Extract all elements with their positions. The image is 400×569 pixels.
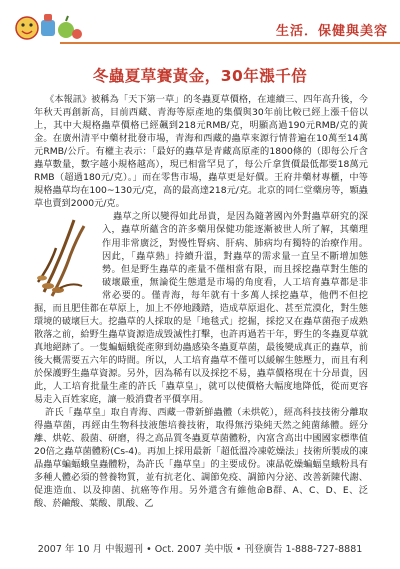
article-body bbox=[34, 93, 368, 511]
page-header bbox=[0, 0, 400, 58]
section-title: 生活．保健與美容 bbox=[275, 24, 388, 39]
cordyceps-illustration bbox=[34, 212, 96, 298]
article-paragraph-3: 許氏「蟲草皇」取自青海、西藏一帶新鮮蟲體（未烘乾），經高科技技術分離取得蟲草菌，再經由生物科技液態培養技術，取得無汚染純天然之純菌絲體。經分離、烘乾、殺菌、研磨，得之高品質冬蟲夏草菌體粉，內富含高出中國國家標準值20倍之蟲草菌體粉(Cs-4)。再加上採用最新「超低溫冷凍乾燥法」技術所製成的凍晶蟲草蝙蝠蛾皇蟲體粉，為許氏「蟲草皇」的主要成份。凍晶乾燥蝙蝠皇蛾粉具有多種人體必須的營養物質，並有抗老化、調節免疫、調節內分泌、改善新陳代謝、促進造血、以及抑菌、抗癌等作用。另外還含有維他命B群、A、C、D、E、泛酸、菸鹼酸、葉酸、肌酸、乙 bbox=[34, 407, 368, 510]
page-footer: 2007 年 10 月 中報週刊 • Oct. 2007 美中版 • 刊登廣告 1-888-727-8881 bbox=[37, 544, 363, 555]
article-paragraph-2 bbox=[34, 210, 368, 406]
article-paragraph-1: 《本報訊》被稱為「天下第一草」的冬蟲夏草價格，在連續三、四年高升後，今年秋天再創新高，目前西藏、青海等原產地的集價與30年前比較已經上漲千倍以上，其中大規格蟲草價格已經飆到218元RMB/克，明顯高過190元RMB/克的黃金。在廣州清平中藥材批發市場，青海和西藏的蟲草來源行情普遍在10萬至14萬元RMB/公斤。有權主表示：「最好的蟲草是青藏高原產的1800條的（即每公斤含蟲草數量，數字越小規格越高），現已相當罕見了，每公斤拿貨價最低都要18萬元RMB（超過180元/克）。」而在零售市場，蟲草更是好價。王府井藥材專櫃，中等規格蟲草均在100~130元/克，高的最高達218元/克。北京的同仁堂藥房等，顆蟲草也賣到2000元/克。 bbox=[34, 94, 368, 210]
header-rule bbox=[60, 42, 400, 44]
article-paragraph-2-text: 蟲草之所以變得如此昂貴，是因為隨著國內外對蟲草研究的深入，蟲草所蘊含的許多藥用保健功能逐漸被世人所了解，其藥理作用非常廣泛，對慢性腎病、肝病、肺病均有獨特的治療作用。因此，「蟲草熱」持續升溫，對蟲草的需求量一直呈不斷增加態勢。但是野生蟲草的產量不僅相當有限，而且採挖蟲草對生態的破壞嚴重，無論從生態還是市場的角度看，人工培育蟲草都是非常必要的。僅青海，每年就有十多萬人採挖蟲草，他們不但挖掘，而且肥佳都在草原上，加上不停地踐踏，造成草原退化、甚至荒漠化，對生態環境的破壞巨大。挖蟲草的人採取的是「地毯式」挖掘，採挖又在蟲草菌孢子成熟散落之前，給野生蟲草資源造成毀滅性打擊，也許再過若干年，野生的冬蟲夏草就真地絕跡了。一隻蝙蝠蛾從產卵到幼蟲感染冬蟲夏草菌，最後變成真正的蟲草，前後大概需要五六年的時間。所以，人工培育蟲草不僅可以緩解生態壓力，而且有利於保護野生蟲草資源。另外，因為稀有以及採挖不易，蟲草價格現在十分昂貴，因此，人工培育批量生產的許氏「蟲草皇」，就可以使價格大幅度地降低，從而更容易走入百姓家庭，讓一般消費者平價享用。 bbox=[34, 211, 368, 406]
article-title: 冬蟲夏草賽黃金，30年漲千倍 bbox=[92, 67, 308, 85]
